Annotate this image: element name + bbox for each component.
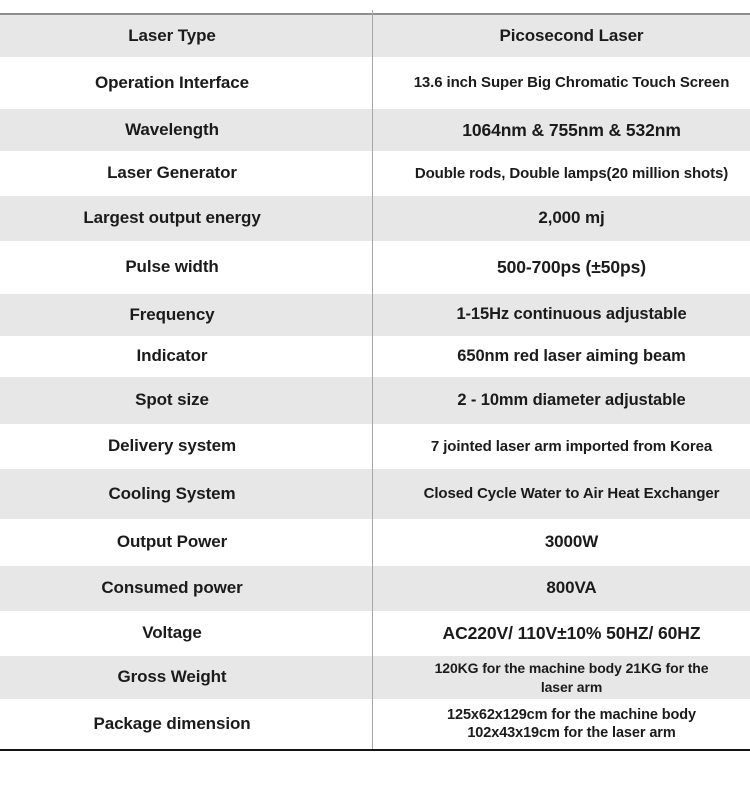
spec-value — [372, 611, 750, 656]
spec-value-text: 120KG for the machine body 21KG for the — [434, 659, 709, 676]
spec-value — [372, 15, 750, 57]
spec-value-text: 13.6 inch Super Big Chromatic Touch Screen — [413, 74, 730, 92]
spec-value — [372, 241, 750, 294]
spec-row-spot-size — [0, 377, 750, 424]
spec-label: Output Power — [116, 532, 228, 552]
spec-value — [372, 57, 750, 109]
spec-row-gross-weight — [0, 656, 750, 699]
spec-label: Frequency — [129, 304, 215, 324]
spec-row-output-power — [0, 519, 750, 566]
spec-label: Laser Type — [128, 25, 216, 45]
spec-value — [372, 336, 750, 377]
spec-row-consumed-power — [0, 566, 750, 611]
spec-label: Wavelength — [125, 119, 219, 139]
spec-row-delivery-system — [0, 424, 750, 469]
spec-value-text: 7 jointed laser arm imported from Korea — [430, 437, 713, 455]
spec-value — [372, 424, 750, 469]
spec-label: Package dimension — [93, 713, 251, 733]
spec-value — [372, 196, 750, 241]
spec-row-laser-type — [0, 15, 750, 57]
spec-value-text: 2 - 10mm diameter adjustable — [457, 390, 686, 409]
spec-value — [372, 519, 750, 566]
spec-row-pulse-width — [0, 241, 750, 294]
spec-label: Voltage — [142, 623, 202, 643]
spec-value-text: Closed Cycle Water to Air Heat Exchanger — [423, 485, 720, 503]
spec-label: Laser Generator — [107, 163, 237, 183]
spec-value — [372, 151, 750, 196]
spec-table — [0, 13, 750, 751]
spec-row-operation-interface — [0, 57, 750, 109]
spec-label: Consumed power — [101, 578, 243, 598]
spec-value-text-line2: laser arm — [540, 678, 603, 695]
spec-row-frequency — [0, 294, 750, 336]
spec-value-text: 500-700ps (±50ps) — [497, 257, 646, 278]
spec-value — [372, 377, 750, 424]
spec-label: Cooling System — [108, 483, 236, 503]
spec-value-text: 3000W — [544, 532, 599, 552]
spec-value-text: 1064nm & 755nm & 532nm — [462, 119, 681, 140]
spec-label: Operation Interface — [95, 72, 249, 92]
spec-label: Pulse width — [125, 257, 219, 277]
spec-value-text: Picosecond Laser — [499, 25, 644, 45]
spec-label: Indicator — [136, 346, 208, 366]
spec-value — [372, 294, 750, 336]
spec-row-indicator — [0, 336, 750, 377]
spec-row-laser-generator — [0, 151, 750, 196]
spec-row-cooling-system — [0, 469, 750, 519]
spec-value — [372, 566, 750, 611]
spec-value-text: 800VA — [546, 578, 597, 598]
spec-value-text: Double rods, Double lamps(20 million shots) — [414, 164, 729, 182]
spec-value-text: AC220V/ 110V±10% 50HZ/ 60HZ — [442, 623, 701, 644]
spec-value-text: 1-15Hz continuous adjustable — [456, 305, 687, 324]
spec-label: Spot size — [135, 390, 209, 410]
spec-value-text: 650nm red laser aiming beam — [457, 346, 686, 365]
spec-row-voltage — [0, 611, 750, 656]
spec-value — [372, 469, 750, 519]
spec-row-package-dimension — [0, 699, 750, 749]
spec-row-largest-output-energy — [0, 196, 750, 241]
spec-value — [372, 656, 750, 699]
spec-value-text: 2,000 mj — [538, 208, 605, 228]
spec-value — [372, 109, 750, 151]
spec-label: Delivery system — [108, 436, 236, 456]
spec-label: Gross Weight — [117, 667, 227, 687]
spec-row-wavelength — [0, 109, 750, 151]
spec-value-text: 125x62x129cm for the machine body — [447, 706, 696, 723]
spec-label: Largest output energy — [83, 208, 261, 228]
spec-value-text-line2: 102x43x19cm for the laser arm — [467, 725, 676, 741]
spec-value — [372, 699, 750, 749]
